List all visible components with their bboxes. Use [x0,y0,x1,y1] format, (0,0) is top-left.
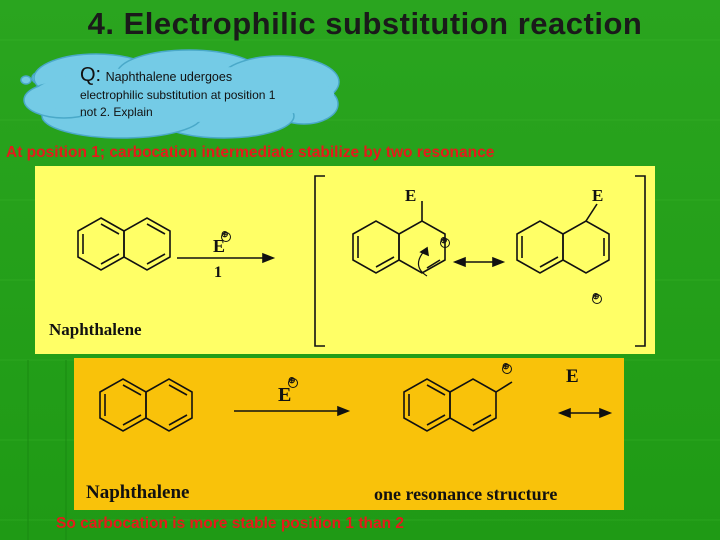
reactant-label: Naphthalene [49,320,142,339]
substituent-e: E [592,186,604,205]
scheme-panel-position-1 [35,166,655,354]
reagent-e: E [278,384,292,406]
naphthalene-ring-left [78,218,124,270]
slide-title: 4. Electrophilic substitution reaction [87,6,643,41]
charge-plus: ⊕ [502,361,510,371]
note-bottom: So carbocation is more stable position 1 than 2 [56,515,404,532]
question-line1: Naphthalene udergoes [105,70,233,84]
naphthalene-ring-right [146,379,192,431]
substituent-e: E [405,186,417,205]
intermediate-1-ring-right [399,221,445,273]
naphthalene-ring-right [124,218,170,270]
scheme-panel-position-2 [74,358,624,510]
intermediate-2-ring-right [563,221,609,273]
question-text [80,64,280,121]
charge-plus: ⊕ [592,291,600,301]
position-number: 1 [214,264,222,281]
product-label: one resonance structure [374,484,558,504]
intermediate-1-ring-left [353,221,399,273]
reactant-label: Naphthalene [86,482,190,503]
substituent-e: E [566,366,579,387]
note-top: At position 1; carbocation intermediate stabilize by two resonance [6,144,495,161]
charge-plus: ⊕ [221,229,229,239]
intermediate-2-ring-left [517,221,563,273]
question-label: Q: [80,64,102,86]
charge-plus: ⊕ [440,235,448,245]
question-rest: electrophilic substitution at position 1 not 2. Explain [80,88,276,119]
intermediate-ring-right [450,379,496,431]
naphthalene-ring-left [100,379,146,431]
reagent-e: E [213,236,226,256]
intermediate-ring-left [404,379,450,431]
charge-plus: ⊕ [288,375,296,385]
